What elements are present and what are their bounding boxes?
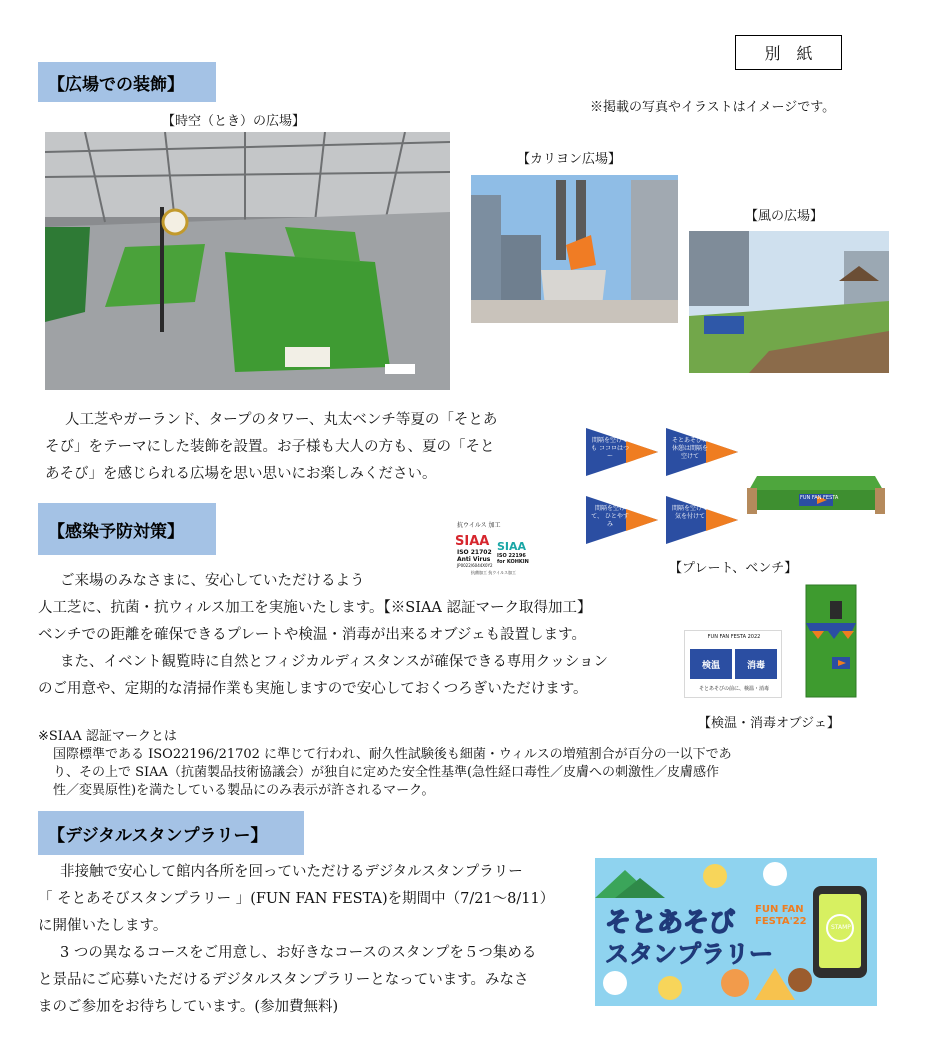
grass-bench-image [747, 468, 885, 518]
section-heading-infection-label: 【感染予防対策】 [48, 521, 184, 542]
pennant-plate-3-text: 間隔を空けて、 ひとやすみ [591, 505, 629, 528]
section1-paragraph-line-1: 人工芝やガーランド、タープのタワー、丸太ベンチ等夏の「そとあ [65, 412, 498, 428]
section3-paragraph-line-3: に開催いたします。 [38, 918, 168, 934]
bench-panel-text: FUN FAN FESTA [800, 495, 839, 501]
section2-paragraph-line-2: 人工芝に、抗菌・抗ウィルス加工を実施いたします。【※SIAA 認証マーク取得加工】 [38, 600, 592, 616]
appendix-badge [735, 35, 842, 70]
caption-plate-bench: 【プレート、ベンチ】 [669, 561, 798, 576]
temperature-disinfect-sign [684, 630, 782, 698]
pennant-plate-1 [586, 428, 658, 476]
kaze-plaza-photo [689, 231, 889, 373]
siaa-antivirus-top: 抗ウイルス 加工 [457, 522, 501, 529]
caption-jiku-plaza: 【時空（とき）の広場】 [162, 114, 306, 129]
section-heading-stamp-rally-label: 【デジタルスタンプラリー】 [48, 825, 268, 846]
caption-carillon-plaza: 【カリヨン広場】 [517, 152, 622, 167]
siaa-note-line-1: 国際標準である ISO22196/21702 に準じて行われ、耐久性試験後も細菌・ウィルスの増殖割合が百分の一以下であ [53, 747, 732, 762]
siaa-antibacterial-iso: ISO 22196 [497, 553, 526, 559]
section3-paragraph-line-5: と景品にご応募いただけるデジタルスタンプラリーとなっています。みなさ [38, 972, 529, 988]
siaa-antivirus-code: JP0022/6044X0Y2 [457, 563, 493, 568]
siaa-note-line-2: り、その上で SIAA（抗菌製品技術協議会）が独自に定めた安全性基準(急性経口毒性／皮膚への刺激性／皮膚感作 [53, 765, 720, 780]
section3-paragraph-line-2: 「 そとあそびスタンプラリー 」(FUN FAN FESTA)を期間中（7/21～8/11） [38, 891, 555, 907]
image-note: ※掲載の写真やイラストはイメージです。 [590, 100, 836, 115]
carillon-plaza-photo [471, 175, 678, 323]
section1-paragraph-line-2: そび」をテーマにした装飾を設置。お子様も大人の方も、夏の「そと [45, 439, 495, 455]
section3-paragraph-line-1: 非接触で安心して館内各所を回っていただけるデジタルスタンプラリー [60, 864, 523, 880]
siaa-certification-marks [453, 520, 539, 575]
banner-title-line-2: スタンプラリー [605, 940, 773, 968]
sign-disinfect [735, 649, 777, 679]
disinfect-object-tower [802, 583, 860, 699]
jiku-plaza-photo [45, 132, 450, 390]
siaa-antivirus-type: Anti Virus [457, 556, 491, 563]
pennant-plate-2 [666, 428, 738, 476]
section2-paragraph-line-3: ベンチでの距離を確保できるプレートや検温・消毒が出来るオブジェも設置します。 [38, 627, 586, 643]
siaa-bottom-note: 抗菌加工 抗ウイルス加工 [471, 570, 517, 575]
sign-disinfect-label: 消毒 [746, 660, 765, 671]
appendix-badge-label: 別 紙 [764, 44, 813, 63]
siaa-note-title: ※SIAA 認証マークとは [38, 729, 177, 744]
siaa-antivirus-brand: SIAA [455, 534, 490, 549]
section-heading-infection [38, 503, 216, 555]
pennant-plate-4 [666, 496, 738, 544]
section-heading-decoration [38, 62, 216, 102]
siaa-antibacterial-type: for KOHKIN [497, 559, 529, 565]
section-heading-decoration-label: 【広場での装飾】 [48, 74, 184, 95]
section1-paragraph-line-3: あそび」を感じられる広場を思い思いにお楽しみください。 [45, 466, 437, 482]
caption-disinfect-object: 【検温・消毒オブジェ】 [698, 716, 840, 731]
sign-temperature-label: 検温 [701, 660, 720, 671]
sign-header: FUN FAN FESTA 2022 [707, 634, 761, 640]
siaa-note-line-3: 性／変異原性)を満たしている製品にのみ表示が許されるマーク。 [53, 783, 435, 798]
section2-paragraph-line-5: のご用意や、定期的な清掃作業も実施しますので安心しておくつろぎいただけます。 [38, 681, 588, 697]
siaa-antibacterial-brand: SIAA [497, 540, 527, 553]
siaa-antivirus-iso: ISO 21702 [457, 549, 492, 556]
banner-brand-line-1: FUN FAN [755, 904, 804, 915]
banner-stamp-text: STAMP [831, 924, 851, 931]
banner-brand-line-2: FESTA'22 [755, 916, 807, 927]
pennant-plate-2-text: そとあそびの 休憩は間隔を空けて [671, 437, 708, 460]
banner-title-line-1: そとあそび [605, 908, 736, 938]
sign-footer: そとあそびの前に、検温・消毒 [698, 686, 769, 692]
stamp-rally-banner [595, 858, 877, 1006]
section2-paragraph-line-4: また、イベント観覧時に自然とフィジカルディスタンスが確保できる専用クッション [60, 654, 608, 670]
section-heading-stamp-rally [38, 811, 304, 855]
section3-paragraph-line-6: まのご参加をお待ちしています。(参加費無料) [38, 999, 339, 1015]
pennant-plate-1-text: 間隔を空けても ココロはつー [591, 437, 629, 460]
sign-temperature [690, 649, 732, 679]
caption-kaze-plaza: 【風の広場】 [745, 209, 824, 224]
section3-paragraph-line-4: 3 つの異なるコースをご用意し、お好きなコースのスタンプを５つ集める [60, 945, 537, 961]
pennant-plate-4-text: 間隔を空けて 気を付けて [671, 505, 708, 520]
pennant-plate-3 [586, 496, 658, 544]
section2-paragraph-line-1: ご来場のみなさまに、安心していただけるよう [60, 573, 365, 589]
